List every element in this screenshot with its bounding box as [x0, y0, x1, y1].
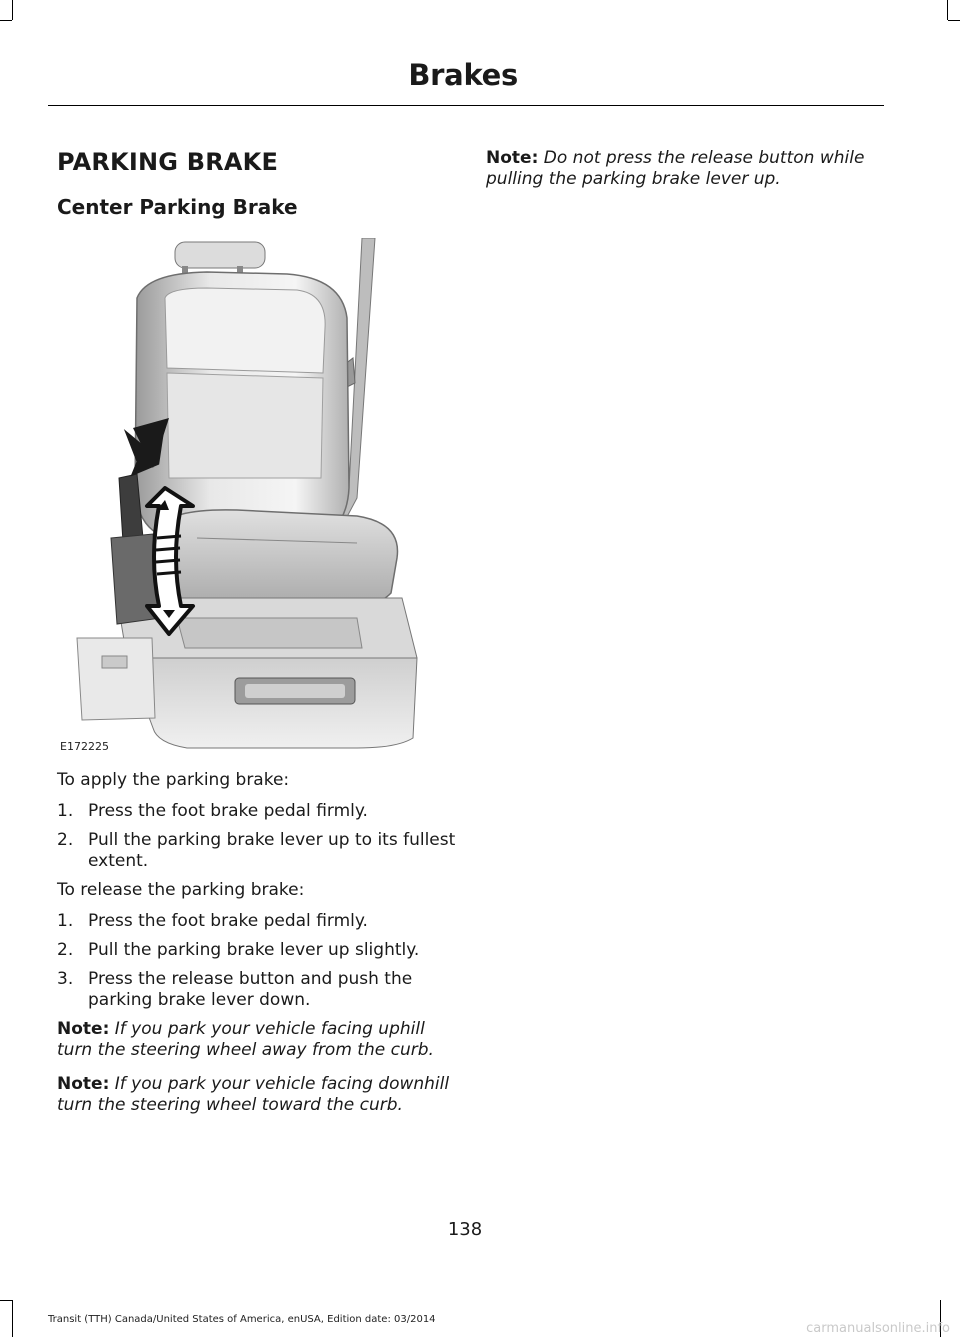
- chapter-title: Brakes: [408, 58, 518, 92]
- list-item: [57, 969, 457, 1011]
- note: [57, 1019, 457, 1061]
- right-column: [486, 148, 886, 203]
- note-label: Note:: [57, 1019, 110, 1039]
- list-item: [57, 801, 457, 822]
- crop-mark: [12, 0, 13, 20]
- step-text: Pull the parking brake lever up slightly.: [88, 940, 420, 960]
- note-text: Do not press the release button while pulling the parking brake lever up.: [486, 148, 865, 189]
- left-column: [57, 770, 457, 1129]
- page-number: 138: [447, 1219, 483, 1240]
- step-number: 1.: [57, 801, 74, 821]
- list-item: [57, 911, 457, 932]
- step-number: 3.: [57, 969, 74, 989]
- step-text: Press the release button and push the parking brake lever down.: [88, 969, 413, 1010]
- section-title: PARKING BRAKE: [57, 148, 279, 176]
- step-text: Pull the parking brake lever up to its fullest extent.: [88, 830, 456, 871]
- note-label: Note:: [57, 1074, 110, 1094]
- crop-mark: [947, 0, 948, 20]
- crop-mark: [0, 1300, 12, 1301]
- release-intro: To release the parking brake:: [57, 880, 305, 900]
- step-text: Press the foot brake pedal firmly.: [88, 911, 368, 931]
- note-text: If you park your vehicle facing uphill turn the steering wheel away from the curb.: [57, 1019, 434, 1060]
- note: [486, 148, 886, 190]
- header-divider: [48, 105, 884, 106]
- parking-brake-illustration: [57, 238, 457, 758]
- crop-mark: [948, 20, 960, 21]
- list-item: [57, 830, 457, 872]
- list-item: [57, 940, 457, 961]
- note-text: If you park your vehicle facing downhill turn the steering wheel toward the curb.: [57, 1074, 450, 1115]
- apply-intro: To apply the parking brake:: [57, 770, 290, 790]
- subsection-title: Center Parking Brake: [57, 195, 298, 219]
- watermark: carmanualsonline.info: [806, 1321, 950, 1336]
- note-label: Note:: [486, 148, 539, 168]
- footer-edition-text: Transit (TTH) Canada/United States of America, enUSA, Edition date: 03/2014: [48, 1314, 436, 1325]
- note: [57, 1074, 457, 1116]
- step-number: 1.: [57, 911, 74, 931]
- step-text: Press the foot brake pedal firmly.: [88, 801, 368, 821]
- crop-mark: [12, 1300, 13, 1337]
- step-number: 2.: [57, 940, 74, 960]
- crop-mark: [0, 20, 12, 21]
- figure-code: E172225: [60, 740, 109, 753]
- step-number: 2.: [57, 830, 74, 850]
